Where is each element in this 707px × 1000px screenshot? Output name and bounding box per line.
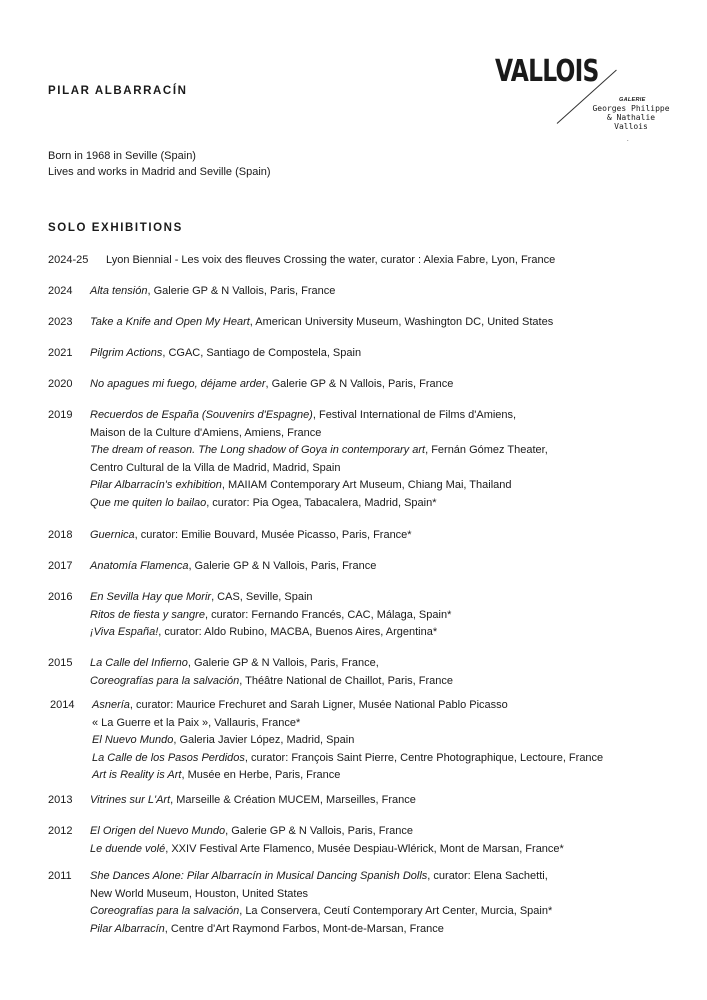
exhibition-details: , curator: Emilie Bouvard, Musée Picasso, Paris, France* [134, 529, 412, 541]
exhibition-line [90, 673, 453, 691]
exhibition-title: No apagues mi fuego, déjame arder [90, 378, 266, 390]
exhibition-details: , Galerie GP & N Vallois, Paris, France [225, 825, 414, 837]
exhibition-lines [90, 558, 376, 576]
exhibition-title: Anatomía Flamenca [90, 560, 189, 572]
artist-name: PILAR ALBARRACÍN [48, 85, 188, 97]
exhibition-details: , XXIV Festival Arte Flamenco, Musée Despiau-Wlérick, Mont de Marsan, France* [165, 842, 564, 855]
exhibition-details: « La Guerre et la Paix », Vallauris, France* [92, 716, 301, 729]
exhibition-title: Ritos de fiesta y sangre [90, 608, 205, 621]
exhibition-lines [90, 655, 453, 690]
exhibition-line [90, 823, 564, 841]
exhibition-year: 2012 [48, 825, 73, 837]
section-title: SOLO EXHIBITIONS [48, 222, 183, 234]
exhibition-year: 2024 [48, 285, 73, 297]
exhibition-line [92, 715, 603, 733]
exhibition-title: Pilgrim Actions [90, 347, 163, 359]
exhibition-title: The dream of reason. The Long shadow of Goya in contemporary art [90, 444, 426, 456]
exhibition-title: La Calle del Infierno [90, 657, 188, 669]
exhibition-year: 2018 [48, 529, 73, 541]
exhibition-title: En Sevilla Hay que Morir [90, 591, 212, 603]
exhibition-details: , CAS, Seville, Spain [211, 591, 313, 603]
exhibition-year: 2014 [50, 699, 75, 711]
exhibition-details: , Galeria Javier López, Madrid, Spain [173, 734, 355, 746]
exhibition-line [90, 345, 361, 363]
exhibition-details: , curator: Fernando Francés, CAC, Málaga, Spain* [204, 608, 452, 621]
exhibition-details: , CGAC, Santiago de Compostela, Spain [162, 347, 362, 359]
exhibition-line [90, 868, 552, 886]
exhibition-line [90, 495, 548, 513]
logo-sub-line: Georges Philippe [592, 104, 670, 113]
exhibition-title: ¡Viva España! [90, 626, 159, 638]
exhibition-title: She Dances Alone: Pilar Albarracín in Musical Dancing Spanish Dolls [90, 870, 428, 882]
exhibition-line [106, 252, 555, 270]
exhibition-line [90, 886, 552, 904]
exhibition-title: Vitrines sur L'Art [90, 794, 171, 806]
exhibition-details: Centro Cultural de la Villa de Madrid, Madrid, Spain [90, 461, 341, 474]
exhibition-title: Art is Reality is Art [92, 769, 182, 781]
exhibition-details: , Centre d'Art Raymond Farbos, Mont-de-Marsan, France [164, 922, 444, 935]
exhibition-line [90, 442, 548, 460]
logo-mark: . [627, 137, 629, 143]
exhibition-lines [90, 283, 335, 301]
exhibition-details: , MAIIAM Contemporary Art Museum, Chiang Mai, Thailand [221, 479, 512, 491]
artist-bio [48, 148, 271, 180]
exhibition-details: , Galerie GP & N Vallois, Paris, France, [187, 657, 379, 669]
exhibition-title: Pilar Albarracín's exhibition [90, 479, 222, 491]
logo-wordmark: VALLOIS [495, 54, 599, 89]
exhibition-details: , curator: Pia Ogea, Tabacalera, Madrid, Spain* [206, 496, 437, 509]
exhibition-line [90, 407, 548, 425]
exhibition-details: , Fernán Gómez Theater, [425, 444, 548, 456]
exhibition-details: , Marseille & Création MUCEM, Marseilles, France [170, 794, 416, 806]
exhibition-line [92, 767, 603, 785]
exhibition-line [90, 841, 564, 859]
exhibition-lines [106, 252, 555, 270]
exhibition-details: , Galerie GP & N Vallois, Paris, France [265, 378, 454, 390]
exhibition-line [92, 732, 603, 750]
exhibition-details: , Festival International de Films d'Amiens, [312, 409, 517, 421]
exhibition-lines [92, 697, 603, 785]
exhibition-line [90, 903, 552, 921]
logo-galerie-label: GALERIE [619, 97, 646, 103]
logo-sub-line: Vallois [614, 122, 648, 131]
exhibition-line [90, 283, 335, 301]
exhibition-details: , La Conservera, Ceutí Contemporary Art Center, Murcia, Spain* [239, 905, 553, 917]
exhibition-line [92, 750, 603, 768]
exhibition-title: Recuerdos de España (Souvenirs d'Espagne) [90, 409, 313, 421]
exhibition-year: 2013 [48, 794, 73, 806]
exhibition-title: Alta tensión [90, 285, 148, 297]
exhibition-details: , curator: Elena Sachetti, [427, 870, 548, 882]
exhibition-details: , curator: Maurice Frechuret and Sarah Ligner, Musée National Pablo Picasso [129, 699, 508, 711]
exhibition-title: Coreografías para la salvación [90, 905, 240, 917]
bio-line: Lives and works in Madrid and Seville (Spain) [48, 166, 271, 178]
exhibition-line [92, 697, 603, 715]
exhibition-line [90, 655, 453, 673]
exhibition-line [90, 589, 451, 607]
exhibition-line [90, 425, 548, 443]
exhibition-year: 2024-25 [48, 254, 89, 266]
exhibition-title: Coreografías para la salvación [90, 674, 240, 687]
exhibition-line [90, 477, 548, 495]
exhibition-lines [90, 407, 548, 512]
exhibition-title: Le duende volé [90, 842, 166, 855]
exhibition-lines [90, 376, 453, 394]
exhibition-line [90, 792, 416, 810]
exhibition-year: 2020 [48, 378, 73, 390]
exhibition-details: Lyon Biennial - Les voix des fleuves Crossing the water, curator : Alexia Fabre, Lyon, France [106, 254, 556, 266]
exhibition-title: Guernica [90, 529, 135, 541]
bio-line: Born in 1968 in Seville (Spain) [48, 150, 196, 162]
exhibition-year: 2019 [48, 409, 73, 421]
exhibition-line [90, 376, 453, 394]
exhibition-details: New World Museum, Houston, United States [90, 887, 309, 900]
gallery-logo [495, 55, 675, 150]
exhibition-year: 2011 [48, 870, 72, 882]
exhibition-line [90, 314, 553, 332]
exhibition-details: , curator: François Saint Pierre, Centre Photographique, Lectoure, France [244, 751, 604, 764]
exhibition-line [90, 460, 548, 478]
logo-subtitle [591, 104, 671, 131]
exhibition-lines [90, 527, 412, 545]
exhibition-details: , American University Museum, Washington DC, United States [249, 316, 554, 328]
exhibition-title: El Origen del Nuevo Mundo [90, 825, 226, 837]
exhibition-details: , Galerie GP & N Vallois, Paris, France [188, 560, 377, 572]
exhibition-details: , Galerie GP & N Vallois, Paris, France [147, 285, 336, 297]
exhibition-title: Pilar Albarracín [90, 922, 165, 935]
exhibition-year: 2021 [48, 347, 73, 359]
exhibition-year: 2023 [48, 316, 73, 328]
exhibition-line [90, 607, 451, 625]
exhibition-line [90, 527, 412, 545]
exhibition-lines [90, 792, 416, 810]
exhibition-title: Que me quiten lo bailao [90, 496, 207, 509]
exhibition-line [90, 558, 376, 576]
exhibition-title: Asnería [92, 699, 130, 711]
exhibition-details: Maison de la Culture d'Amiens, Amiens, France [90, 426, 322, 439]
exhibition-title: La Calle de los Pasos Perdidos [92, 751, 245, 764]
exhibition-details: , curator: Aldo Rubino, MACBA, Buenos Aires, Argentina* [158, 626, 438, 638]
exhibition-lines [90, 589, 451, 642]
exhibition-lines [90, 823, 564, 858]
exhibition-lines [90, 314, 553, 332]
exhibition-details: , Théâtre National de Chaillot, Paris, France [239, 674, 453, 687]
exhibition-line [90, 624, 451, 642]
exhibition-title: Take a Knife and Open My Heart [90, 316, 250, 328]
logo-sub-line: & Nathalie [606, 113, 656, 122]
exhibition-lines [90, 345, 361, 363]
exhibition-title: El Nuevo Mundo [92, 734, 174, 746]
exhibition-year: 2015 [48, 657, 73, 669]
exhibition-year: 2016 [48, 591, 73, 603]
exhibition-details: , Musée en Herbe, Paris, France [181, 769, 341, 781]
exhibition-line [90, 921, 552, 939]
exhibition-year: 2017 [48, 560, 73, 572]
exhibition-lines [90, 868, 552, 938]
